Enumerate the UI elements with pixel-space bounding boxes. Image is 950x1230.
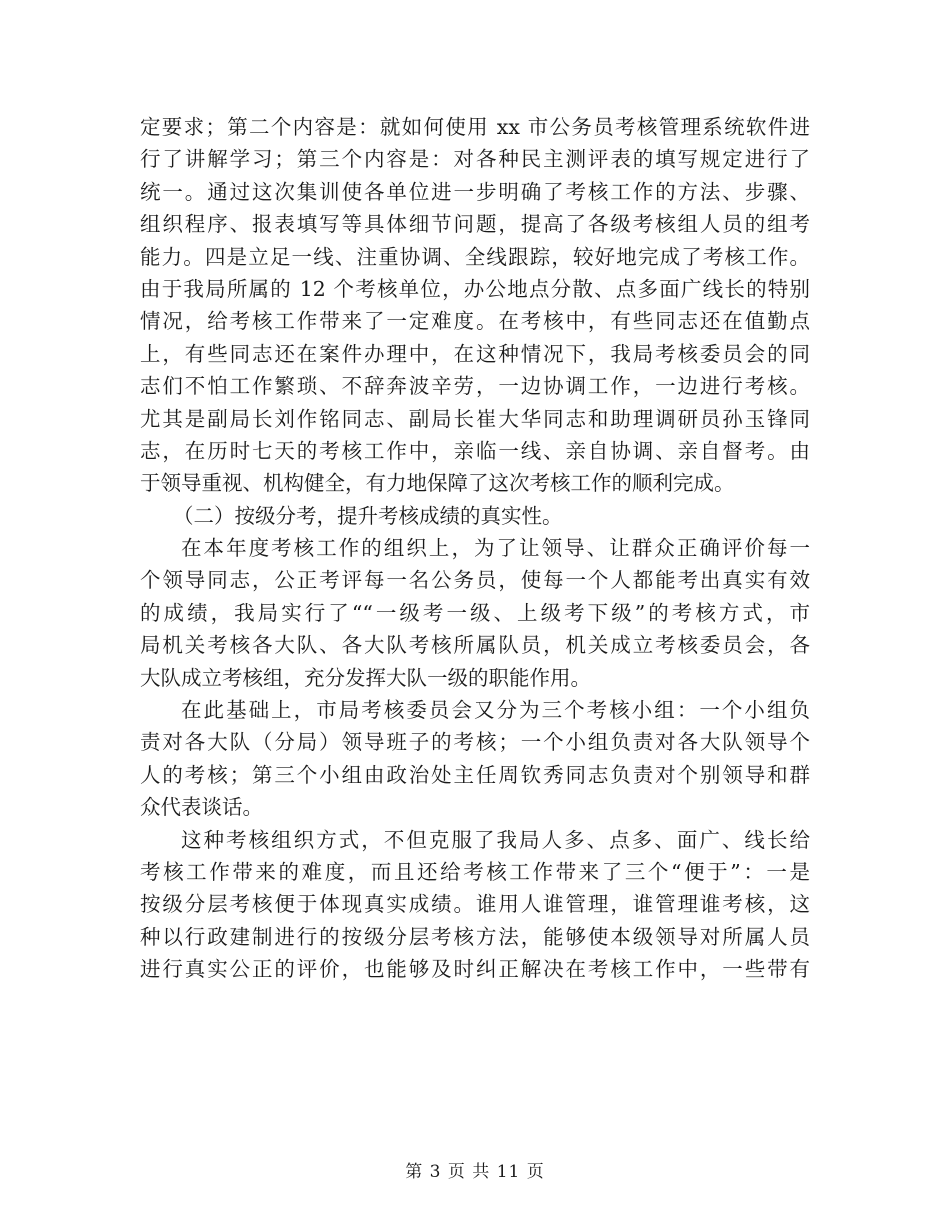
text-line: 进行真实公正的评价，也能够及时纠正解决在考核工作中，一些带有 bbox=[140, 957, 810, 982]
text-line: 上，有些同志还在案件办理中，在这种情况下，我局考核委员会的同 bbox=[140, 341, 810, 366]
text-line: 大队成立考核组，充分发挥大队一级的职能作用。 bbox=[140, 665, 591, 690]
text-line: 志们不怕工作繁琐、不辞奔波辛劳，一边协调工作，一边进行考核。 bbox=[140, 374, 810, 399]
text-line: 种以行政建制进行的按级分层考核方法，能够使本级领导对所属人员 bbox=[140, 924, 810, 949]
text-line: 定要求；第二个内容是：就如何使用 xx 市公务员考核管理系统软件进 bbox=[140, 115, 810, 139]
text-line: 情况，给考核工作带来了一定难度。在考核中，有些同志还在值勤点 bbox=[140, 309, 810, 334]
text-line: 统一。通过这次集训使各单位进一步明确了考核工作的方法、步骤、 bbox=[140, 179, 810, 204]
text-line: 局机关考核各大队、各大队考核所属队员，机关成立考核委员会，各 bbox=[140, 633, 810, 658]
text-line: 的成绩，我局实行了““一级考一级、上级考下级”的考核方式，市 bbox=[140, 600, 810, 625]
text-line: 在此基础上，市局考核委员会又分为三个考核小组：一个小组负 bbox=[181, 698, 810, 723]
document-body bbox=[140, 111, 810, 986]
text-line: 众代表谈话。 bbox=[140, 795, 263, 820]
text-line: 由于我局所属的 12 个考核单位，办公地点分散、点多面广线长的特别 bbox=[140, 276, 810, 301]
text-line: 按级分层考核便于体现真实成绩。谁用人谁管理，谁管理谁考核，这 bbox=[140, 892, 810, 917]
text-line: 能力。四是立足一线、注重协调、全线跟踪，较好地完成了考核工作。 bbox=[140, 244, 810, 269]
text-line: 尤其是副局长刘作铭同志、副局长崔大华同志和助理调研员孙玉锋同 bbox=[140, 406, 810, 431]
text-line: 行了讲解学习；第三个内容是：对各种民主测评表的填写规定进行了 bbox=[140, 147, 810, 172]
page-footer: 第 3 页 共 11 页 bbox=[405, 1162, 545, 1182]
text-line: 于领导重视、机构健全，有力地保障了这次考核工作的顺利完成。 bbox=[140, 471, 735, 496]
text-line: 志，在历时七天的考核工作中，亲临一线、亲自协调、亲自督考。由 bbox=[140, 438, 810, 463]
text-line: 个领导同志，公正考评每一名公务员，使每一个人都能考出真实有效 bbox=[140, 568, 810, 593]
text-line: 人的考核；第三个小组由政治处主任周钦秀同志负责对个别领导和群 bbox=[140, 762, 810, 787]
text-line: 组织程序、报表填写等具体细节问题，提高了各级考核组人员的组考 bbox=[140, 212, 810, 237]
text-line: 这种考核组织方式，不但克服了我局人多、点多、面广、线长给 bbox=[181, 827, 810, 852]
section-heading: （二）按级分考，提升考核成绩的真实性。 bbox=[173, 503, 563, 528]
text-line: 在本年度考核工作的组织上，为了让领导、让群众正确评价每一 bbox=[181, 536, 810, 561]
text-line: 考核工作带来的难度，而且还给考核工作带来了三个“便于”：一是 bbox=[140, 859, 810, 884]
text-line: 责对各大队（分局）领导班子的考核；一个小组负责对各大队领导个 bbox=[140, 730, 810, 755]
